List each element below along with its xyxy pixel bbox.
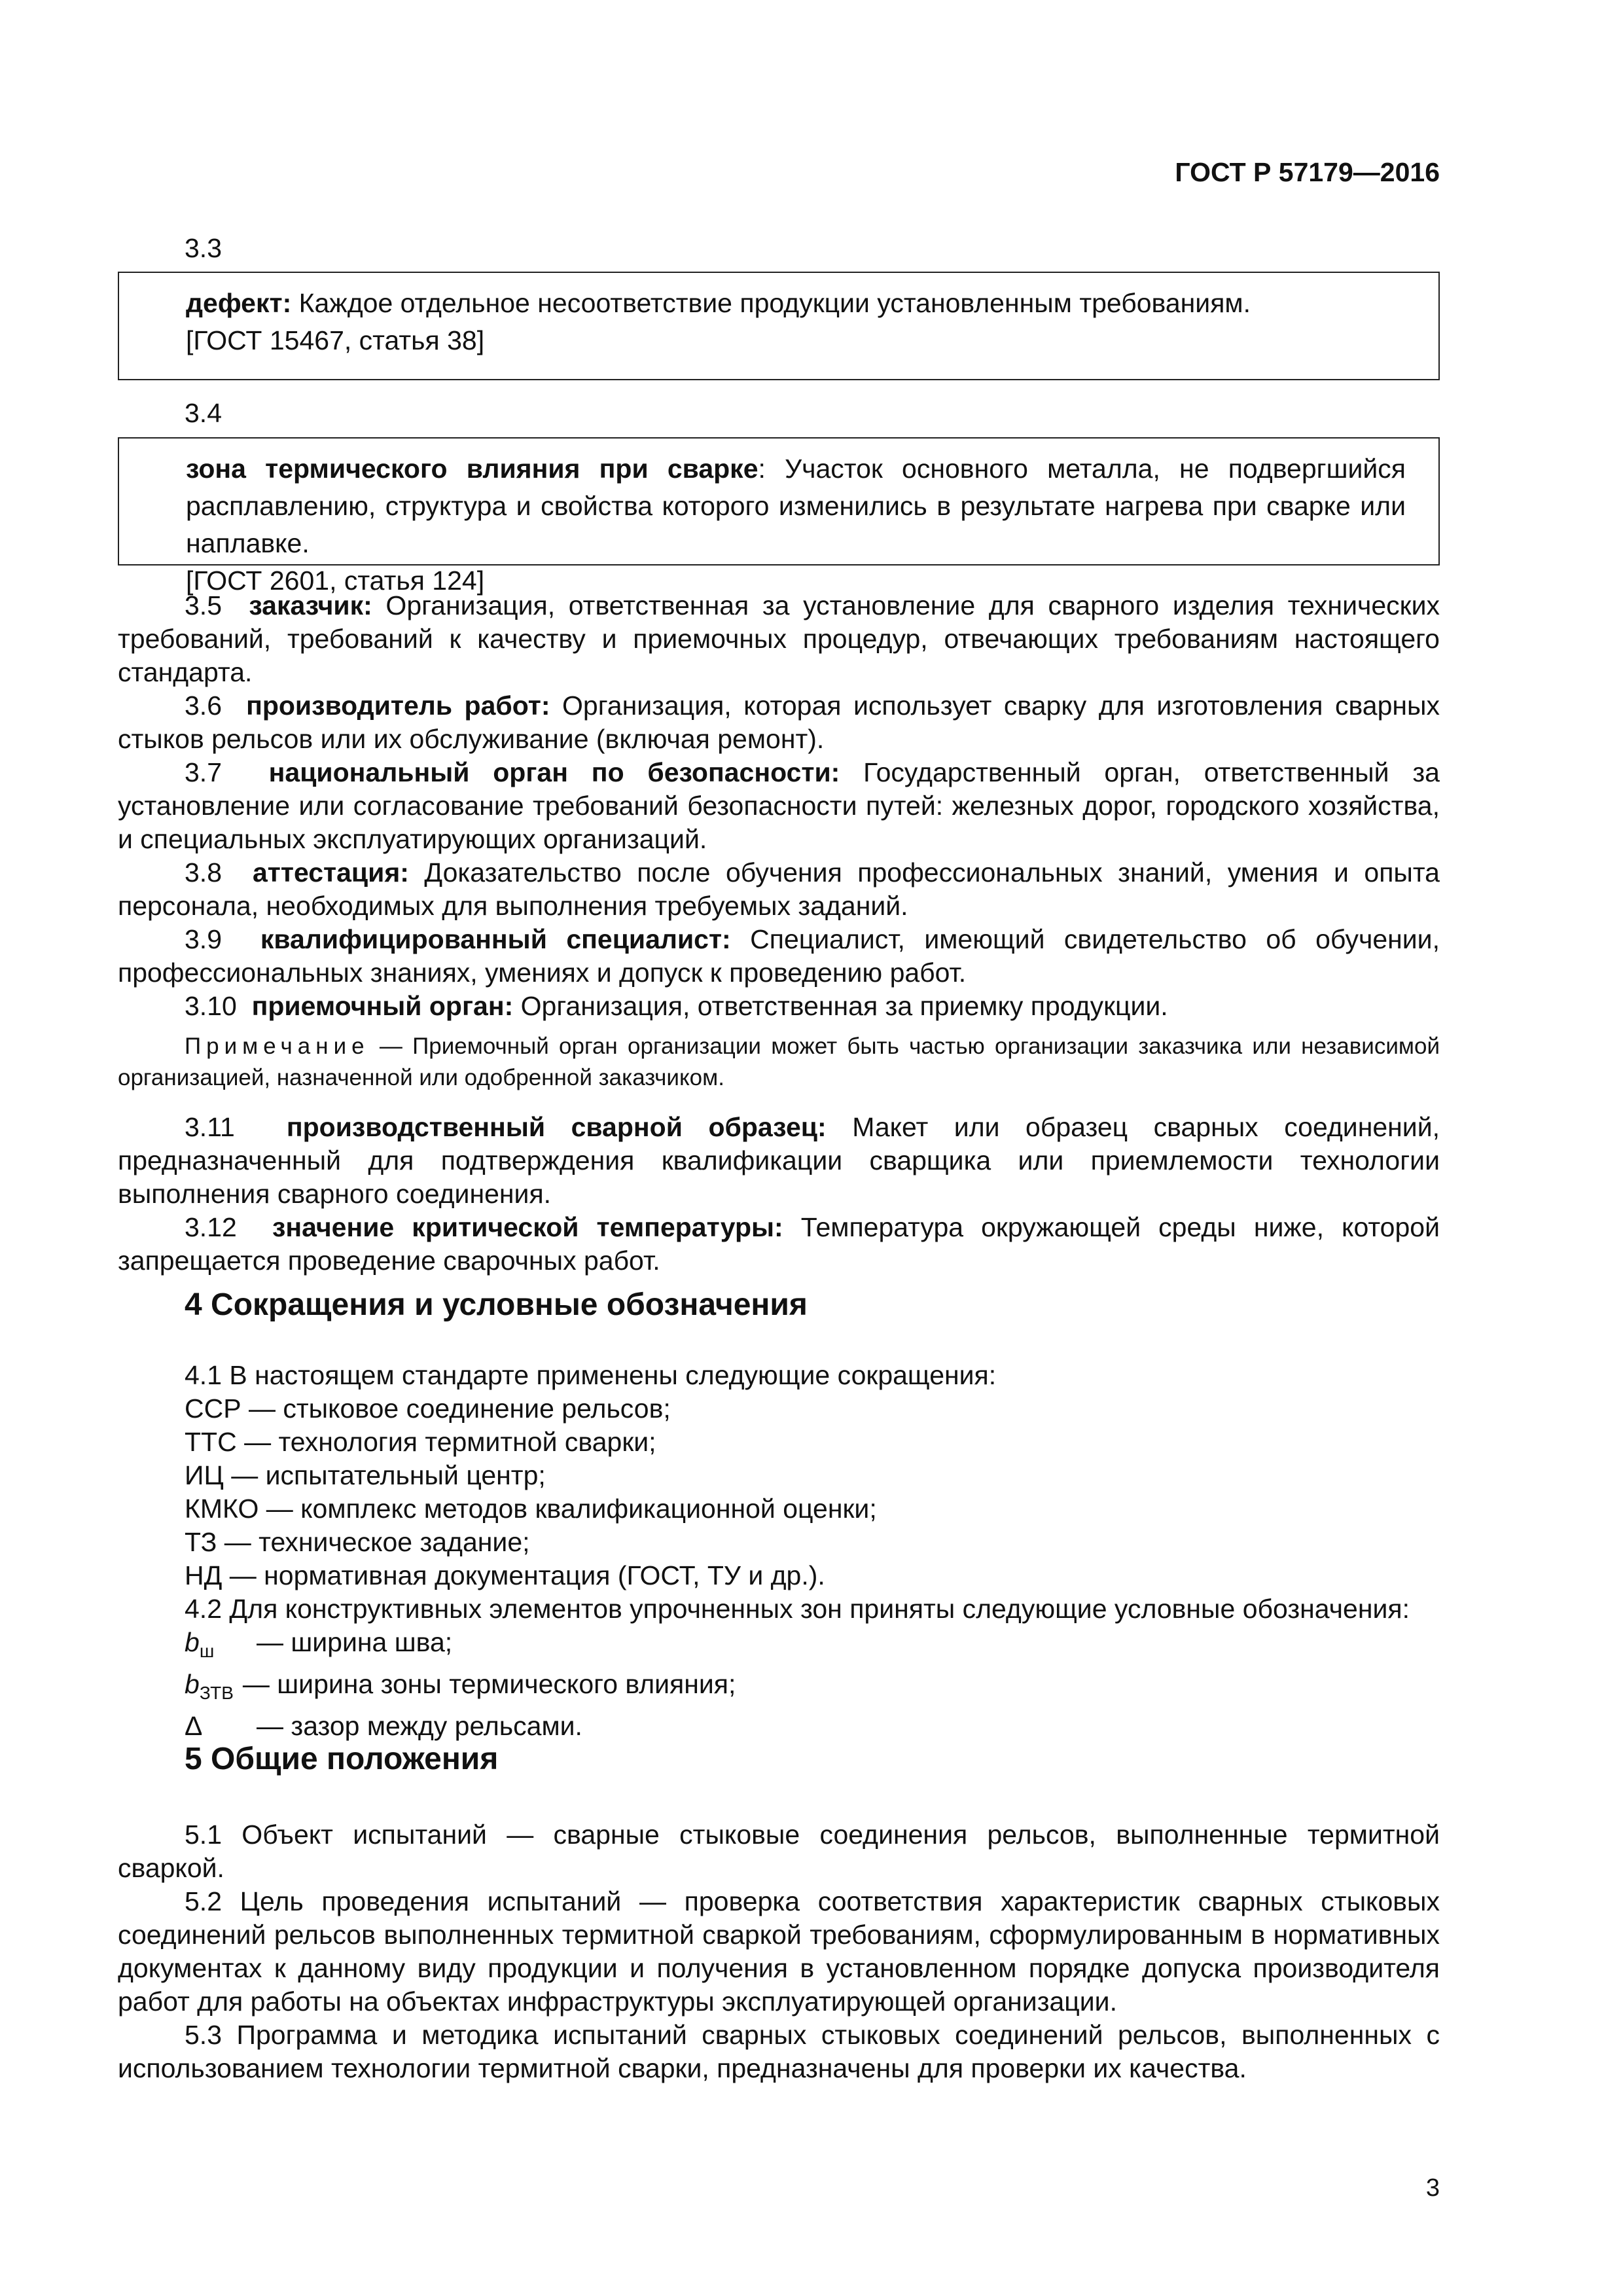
document-header: ГОСТ Р 57179—2016 bbox=[1175, 157, 1440, 187]
term-name: национальный орган по безопасности: bbox=[268, 757, 840, 787]
term-name: производственный сварной образец: bbox=[286, 1112, 827, 1142]
list-item: ТТС — технология термитной сварки; bbox=[185, 1427, 656, 1457]
list-intro: 4.2 Для конструктивных элементов упрочненных зон приняты следующие условные обозначения: bbox=[185, 1594, 1410, 1624]
page-number: 3 bbox=[1425, 2174, 1440, 2202]
symbol-subscript: ш bbox=[199, 1641, 215, 1662]
term-definition bbox=[186, 450, 1406, 562]
symbol-text: — ширина зоны термического влияния; bbox=[242, 1669, 736, 1700]
term-paragraph bbox=[118, 756, 1440, 856]
term-name: значение критической температуры: bbox=[272, 1212, 783, 1242]
term-text: Доказательство после обучения профессиональных знаний, умения и опыта персонала, необходимых для выполнения требуемых заданий. bbox=[118, 857, 1440, 921]
symbol-subscript: ЗТВ bbox=[199, 1683, 234, 1704]
list-item: НД — нормативная документация (ГОСТ, ТУ и др.). bbox=[185, 1560, 825, 1590]
term-number: 3.11 bbox=[185, 1112, 235, 1142]
symbol-base: Δ bbox=[185, 1711, 203, 1742]
paragraph: 5.2 Цель проведения испытаний — проверка соответствия характеристик сварных стыковых соединений рельсов выполненных термитной сваркой требованиям, сформулированным в нормативных документах к данному виду продукции и получения в установленном порядке допуска производителя работ для работы на объектах инфраструктуры эксплуатирующей организации. bbox=[118, 1886, 1440, 2017]
term-name: заказчик: bbox=[249, 590, 372, 620]
term-number: 3.9 bbox=[185, 924, 222, 954]
note-label: Примечание bbox=[185, 1033, 370, 1059]
term-number: 3.12 bbox=[185, 1212, 237, 1242]
term-text: Специалист, имеющий свидетельство об обучении, профессиональных знаниях, умениях и допуск к проведению работ. bbox=[118, 924, 1440, 988]
symbol-item bbox=[118, 1626, 1440, 1668]
term-paragraph bbox=[118, 990, 1440, 1023]
symbol bbox=[185, 1668, 234, 1710]
term-name: дефект: bbox=[186, 288, 292, 318]
paragraph: 5.1 Объект испытаний — сварные стыковые соединения рельсов, выполненные термитной сваркой. bbox=[118, 1820, 1440, 1883]
term-name: производитель работ: bbox=[246, 691, 550, 721]
term-text: Организация, которая использует сварку для изготовления сварных стыков рельсов или их обслуживание (включая ремонт). bbox=[118, 691, 1440, 754]
term-text: Организация, ответственная за установление для сварного изделия технических требований, требований к качеству и приемочных процедур, отвечающих требованиям настоящего стандарта. bbox=[118, 590, 1440, 687]
note bbox=[118, 1031, 1440, 1094]
term-text: Государственный орган, ответственный за установление или согласование требований безопасности путей: железных дорог, городского хозяйства, и специальных эксплуатирующих организаций. bbox=[118, 757, 1440, 854]
section-heading: 4 Сокращения и условные обозначения bbox=[185, 1287, 808, 1322]
section5-body bbox=[118, 1818, 1440, 2085]
symbol-item bbox=[118, 1710, 1440, 1743]
symbol-item bbox=[118, 1668, 1440, 1710]
term-text: : Участок основного металла, не подвергшийся расплавлению, структура и свойства которого изменились в результате нагрева при сварке или наплавке. bbox=[186, 454, 1406, 558]
term-number: 3.6 bbox=[185, 691, 222, 721]
term-paragraph bbox=[118, 1211, 1440, 1278]
term-number: 3.7 bbox=[185, 757, 222, 787]
terms-list bbox=[118, 589, 1440, 1278]
term-paragraph bbox=[118, 1111, 1440, 1211]
term-number: 3.10 bbox=[185, 991, 237, 1021]
section-heading: 5 Общие положения bbox=[185, 1742, 499, 1776]
term-number: 3.3 bbox=[185, 233, 222, 263]
list-item: ССР — стыковое соединение рельсов; bbox=[185, 1393, 671, 1424]
term-name: аттестация: bbox=[253, 857, 409, 888]
symbol bbox=[185, 1710, 257, 1743]
term-number: 3.8 bbox=[185, 857, 222, 888]
list-item: ТЗ — техническое задание; bbox=[185, 1527, 530, 1557]
term-number: 3.4 bbox=[185, 398, 222, 428]
symbol-text: — зазор между рельсами. bbox=[257, 1711, 582, 1742]
note-text: — Приемочный орган организации может быть частью организации заказчика или независимой организацией, назначенной или одобренной заказчиком. bbox=[118, 1033, 1440, 1090]
list-item: ИЦ — испытательный центр; bbox=[185, 1460, 546, 1490]
term-reference: [ГОСТ 15467, статья 38] bbox=[186, 325, 485, 355]
term-name: зона термического влияния при сварке bbox=[186, 454, 758, 484]
term-paragraph bbox=[118, 923, 1440, 990]
symbol-text: — ширина шва; bbox=[257, 1627, 453, 1657]
term-number: 3.5 bbox=[185, 590, 222, 620]
term-definition bbox=[186, 285, 1406, 322]
term-reference: [ГОСТ 2601, статья 124] bbox=[186, 565, 485, 596]
term-paragraph bbox=[118, 856, 1440, 923]
term-paragraph bbox=[118, 589, 1440, 689]
term-text: Температура окружающей среды ниже, которой запрещается проведение сварочных работ. bbox=[118, 1212, 1440, 1276]
term-paragraph bbox=[118, 689, 1440, 756]
list-item: КМКО — комплекс методов квалификационной оценки; bbox=[185, 1494, 877, 1524]
term-box bbox=[118, 437, 1440, 596]
symbol-base: b bbox=[185, 1627, 200, 1657]
symbol bbox=[185, 1626, 257, 1668]
term-text: Каждое отдельное несоответствие продукции установленным требованиям. bbox=[291, 288, 1251, 318]
term-text: Организация, ответственная за приемку продукции. bbox=[513, 991, 1168, 1021]
paragraph: 5.3 Программа и методика испытаний сварных стыковых соединений рельсов, выполненных с использованием технологии термитной сварки, предназначены для проверки их качества. bbox=[118, 2020, 1440, 2083]
term-box bbox=[118, 272, 1440, 380]
list-intro: 4.1 В настоящем стандарте применены следующие сокращения: bbox=[185, 1360, 997, 1390]
term-name: квалифицированный специалист: bbox=[260, 924, 731, 954]
term-name: приемочный орган: bbox=[251, 991, 514, 1021]
symbol-base: b bbox=[185, 1669, 200, 1700]
abbreviations-list bbox=[118, 1359, 1440, 1743]
term-text: Макет или образец сварных соединений, предназначенный для подтверждения квалификации сварщика или приемлемости технологии выполнения сварного соединения. bbox=[118, 1112, 1440, 1209]
